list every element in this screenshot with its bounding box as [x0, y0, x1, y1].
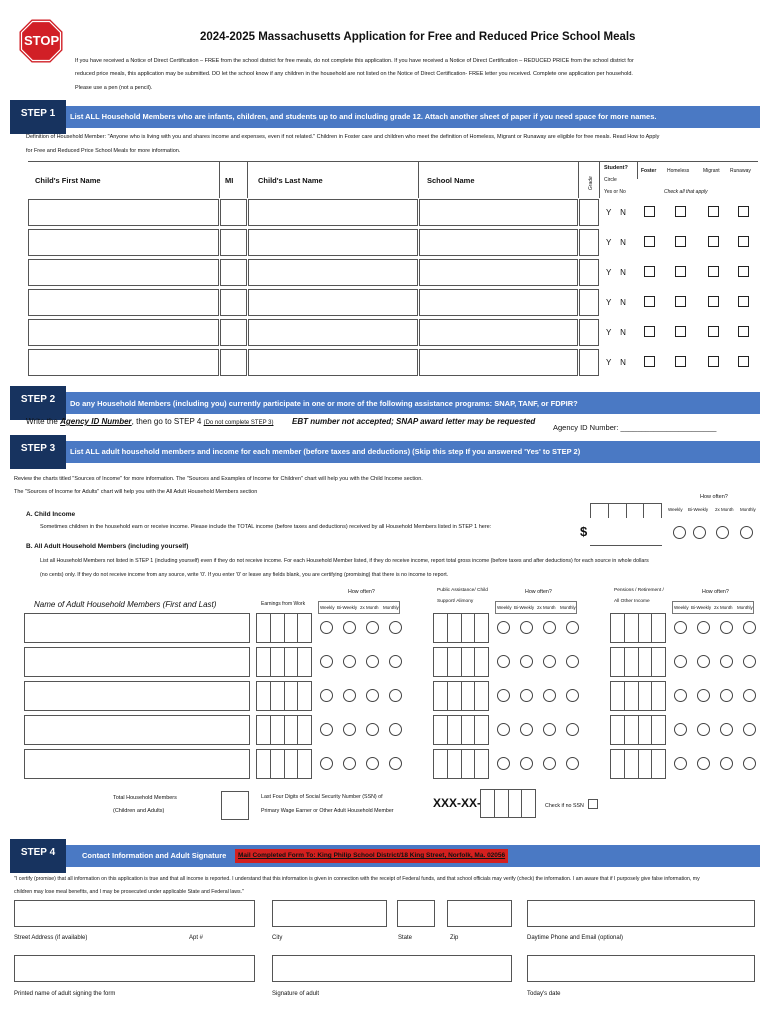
freq-weekly: Weekly — [674, 605, 689, 610]
step1-definition-2: for Free and Reduced Price School Meals for more information. — [26, 148, 181, 154]
pensions-biweekly-radio[interactable] — [697, 621, 710, 634]
homeless-checkbox[interactable] — [675, 206, 686, 217]
signature-label: Signature of adult — [272, 991, 320, 997]
printed-name-label: Printed name of adult signing the form — [14, 991, 116, 997]
adult-heading: B. All Adult Household Members (including yourself) — [26, 543, 189, 550]
step1-vline-3 — [418, 161, 419, 198]
earnings-2x-month-radio[interactable] — [366, 621, 379, 634]
city-label: City — [272, 935, 283, 941]
child-first-name-input[interactable] — [28, 199, 219, 226]
earnings-input[interactable] — [256, 749, 312, 779]
migrant-checkbox[interactable] — [708, 206, 719, 217]
public-weekly-radio[interactable] — [497, 723, 510, 736]
child-row — [0, 319, 770, 347]
freq-biweekly: Bi-Weekly — [691, 605, 712, 610]
student-yes-no[interactable]: Y N — [606, 208, 626, 217]
ssn-label-1: Last Four Digits of Social Security Number (SSN) of — [261, 794, 383, 800]
pensions-col-2: All Other Income — [614, 599, 650, 604]
freq-2x-month: 2x Month — [537, 605, 556, 610]
city-input[interactable] — [272, 900, 387, 927]
school-name-input[interactable] — [419, 289, 578, 316]
step1-vline-5 — [599, 161, 600, 198]
col-student: Student? — [604, 165, 628, 171]
pensions-input[interactable] — [610, 749, 666, 779]
step2-bar — [10, 392, 760, 414]
freq-2x-month: 2x Month — [360, 605, 379, 610]
public-assistance-input[interactable] — [433, 647, 489, 677]
step2-title: Do any Household Members (including you) currently participate in one or more of the following assistance programs: SNAP, TANF, or FDPIR? — [70, 399, 578, 408]
public-assistance-input[interactable] — [433, 749, 489, 779]
step2-tab: STEP 2 — [10, 386, 66, 420]
foster-checkbox[interactable] — [644, 326, 655, 337]
child-freq-biweekly: Bi-Weekly — [688, 507, 709, 512]
runaway-checkbox[interactable] — [738, 236, 749, 247]
step1-header-row — [28, 161, 758, 198]
child-income-text: Sometimes children in the household earn or receive income. Please include the TOTAL income (before taxes and deductions) received by all Household Members listed in STEP 1 here: — [40, 524, 492, 530]
certify-line-1: "I certify (promise) that all information on this application is true and that all income is reported. I understand that this information is given in connection with the receipt of Federal funds, and that school officials may verify (check) the information. I am aware that if I purposely give false information, my — [14, 876, 700, 882]
adult-row — [0, 647, 770, 677]
earnings-weekly-radio[interactable] — [320, 621, 333, 634]
pensions-weekly-radio[interactable] — [674, 757, 687, 770]
public-biweekly-radio[interactable] — [520, 655, 533, 668]
adult-name-input[interactable] — [24, 715, 250, 745]
public-2x-month-radio[interactable] — [543, 655, 556, 668]
foster-checkbox[interactable] — [644, 236, 655, 247]
col-foster: Foster — [641, 168, 657, 174]
step3-tab: STEP 3 — [10, 435, 66, 469]
school-name-input[interactable] — [419, 319, 578, 346]
step4-bar — [10, 845, 760, 867]
migrant-checkbox[interactable] — [708, 236, 719, 247]
col-mi: MI — [225, 176, 234, 185]
public-2x-month-radio[interactable] — [543, 757, 556, 770]
pensions-input[interactable] — [610, 613, 666, 643]
street-input[interactable] — [14, 900, 255, 927]
earnings-col: Earnings from Work — [261, 601, 306, 607]
school-name-input[interactable] — [419, 229, 578, 256]
public-monthly-radio[interactable] — [566, 757, 579, 770]
earnings-input[interactable] — [256, 613, 312, 643]
child-mi-input[interactable] — [220, 199, 247, 226]
earnings-weekly-radio[interactable] — [320, 689, 333, 702]
total-members-2: (Children and Adults) — [113, 808, 165, 814]
freq-biweekly: Bi-Weekly — [337, 605, 358, 610]
earnings-monthly-radio[interactable] — [389, 757, 402, 770]
homeless-checkbox[interactable] — [675, 326, 686, 337]
earnings-input[interactable] — [256, 681, 312, 711]
migrant-checkbox[interactable] — [708, 326, 719, 337]
student-yes-no[interactable]: Y N — [606, 358, 626, 367]
freq-weekly: Weekly — [320, 605, 335, 610]
col-homeless: Homeless — [667, 168, 690, 174]
adult-name-col: Name of Adult Household Members (First and Last) — [34, 600, 217, 609]
pensions-biweekly-radio[interactable] — [697, 757, 710, 770]
child-freq-weekly: Weekly — [668, 507, 683, 512]
child-row — [0, 199, 770, 227]
grade-input[interactable] — [579, 289, 599, 316]
pensions-weekly-radio[interactable] — [674, 655, 687, 668]
earnings-2x-month-radio[interactable] — [366, 655, 379, 668]
agency-id-link: Agency ID Number — [60, 417, 132, 426]
step1-vline-2 — [247, 161, 248, 198]
migrant-checkbox[interactable] — [708, 296, 719, 307]
child-last-name-input[interactable] — [248, 319, 418, 346]
child-row — [0, 349, 770, 377]
ssn-boxes[interactable] — [480, 789, 536, 818]
pensions-2x-month-radio[interactable] — [720, 655, 733, 668]
pensions-input[interactable] — [610, 647, 666, 677]
step1-tab: STEP 1 — [10, 100, 66, 134]
child-last-name-input[interactable] — [248, 199, 418, 226]
earnings-2x-month-radio[interactable] — [366, 689, 379, 702]
step1-definition-1: Definition of Household Member: "Anyone who is living with you and shares income and expenses, even if not related." Children in Foster care and children who meet the definition of Homeless, Migrant or Runaway are eligible for free meals. Read How to Apply — [26, 134, 660, 140]
public-weekly-radio[interactable] — [497, 757, 510, 770]
public-2x-month-radio[interactable] — [543, 723, 556, 736]
pensions-col-1: Pensions / Retirement / — [614, 588, 664, 593]
public-assistance-input[interactable] — [433, 715, 489, 745]
public-assistance-input[interactable] — [433, 613, 489, 643]
grade-input[interactable] — [579, 229, 599, 256]
child-last-name-input[interactable] — [248, 289, 418, 316]
earnings-biweekly-radio[interactable] — [343, 621, 356, 634]
child-last-name-input[interactable] — [248, 349, 418, 376]
child-income-heading: A. Child Income — [26, 511, 76, 518]
child-first-name-input[interactable] — [28, 259, 219, 286]
grade-input[interactable] — [579, 349, 599, 376]
migrant-checkbox[interactable] — [708, 266, 719, 277]
freq-weekly: Weekly — [497, 605, 512, 610]
zip-label: Zip — [450, 935, 459, 941]
earnings-biweekly-radio[interactable] — [343, 723, 356, 736]
adult-row — [0, 613, 770, 643]
runaway-checkbox[interactable] — [738, 326, 749, 337]
pensions-biweekly-radio[interactable] — [697, 655, 710, 668]
public-monthly-radio[interactable] — [566, 723, 579, 736]
how-often-label: How often? — [348, 589, 375, 595]
pensions-biweekly-radio[interactable] — [697, 723, 710, 736]
ssn-label-2: Primary Wage Earner or Other Adult Household Member — [261, 808, 394, 814]
child-row — [0, 259, 770, 287]
date-label: Today's date — [527, 991, 561, 997]
pensions-weekly-radio[interactable] — [674, 621, 687, 634]
student-yes-no[interactable]: Y N — [606, 268, 626, 277]
public-weekly-radio[interactable] — [497, 621, 510, 634]
freq-2x-month: 2x Month — [714, 605, 733, 610]
freq-biweekly: Bi-Weekly — [514, 605, 535, 610]
public-monthly-radio[interactable] — [566, 655, 579, 668]
state-input[interactable] — [397, 900, 435, 927]
step1-bar — [10, 106, 760, 128]
adult-name-input[interactable] — [24, 613, 250, 643]
earnings-weekly-radio[interactable] — [320, 723, 333, 736]
adult-row — [0, 749, 770, 779]
no-ssn-label: Check if no SSN — [545, 803, 584, 809]
school-name-input[interactable] — [419, 259, 578, 286]
step4-title: Contact Information and Adult Signature — [82, 851, 227, 860]
child-freq-2x: 2x Month — [715, 507, 734, 512]
child-how-often: How often? — [700, 494, 728, 500]
runaway-checkbox[interactable] — [738, 266, 749, 277]
child-first-name-input[interactable] — [28, 319, 219, 346]
earnings-monthly-radio[interactable] — [389, 655, 402, 668]
runaway-checkbox[interactable] — [738, 206, 749, 217]
foster-checkbox[interactable] — [644, 266, 655, 277]
homeless-checkbox[interactable] — [675, 356, 686, 367]
col-school: School Name — [427, 176, 475, 185]
ssn-prefix: XXX-XX- — [433, 796, 482, 810]
pensions-monthly-radio[interactable] — [743, 621, 756, 634]
ebt-note: EBT number not accepted; SNAP award letter may be requested — [292, 417, 536, 426]
child-row — [0, 229, 770, 257]
freq-group — [318, 589, 400, 615]
write-prefix: Write the — [26, 417, 61, 426]
school-name-input[interactable] — [419, 199, 578, 226]
child-freq-monthly: Monthly — [740, 507, 756, 512]
mail-to: Mail Completed Form To: King Philip School District/18 King Street, Norfolk, Ma. 02056 — [235, 849, 508, 863]
step3-title: List ALL adult household members and income for each member (before taxes and deductions) (Skip this step If you answered 'Yes' to STEP 2) — [70, 447, 581, 456]
grade-input[interactable] — [579, 259, 599, 286]
homeless-checkbox[interactable] — [675, 266, 686, 277]
public-monthly-radio[interactable] — [566, 621, 579, 634]
public-biweekly-radio[interactable] — [520, 723, 533, 736]
child-2x-radio[interactable] — [716, 526, 729, 539]
col-circle: Circle — [604, 177, 617, 183]
step1-vline-4 — [578, 161, 579, 198]
adult-row — [0, 681, 770, 711]
public-col-1: Public Assistance/ Child — [437, 588, 488, 593]
street-label: Street Address (if available) — [14, 935, 88, 941]
public-biweekly-radio[interactable] — [520, 621, 533, 634]
child-first-name-input[interactable] — [28, 349, 219, 376]
zip-input[interactable] — [447, 900, 512, 927]
step3-bar — [10, 441, 760, 463]
adult-text-1: List all Household Members not listed in STEP 1 (including yourself) even if they do not receive income. For each Household Member listed, if they do receive income, report total gross income (before taxes and after deductions) for each source in whole dollars — [40, 558, 649, 564]
child-last-name-input[interactable] — [248, 259, 418, 286]
freq-monthly: Monthly — [560, 605, 576, 610]
stop-sign-text: STOP — [24, 33, 60, 48]
no-ssn-checkbox[interactable] — [588, 799, 598, 809]
date-input[interactable] — [527, 955, 755, 982]
public-biweekly-radio[interactable] — [520, 757, 533, 770]
child-mi-input[interactable] — [220, 289, 247, 316]
phone-label: Daytime Phone and Email (optional) — [527, 935, 624, 941]
total-members-1: Total Household Members — [113, 795, 177, 801]
step3-review-2: The "Sources of Income for Adults" chart will help you with the All Adult Household Members section — [14, 489, 258, 495]
public-biweekly-radio[interactable] — [520, 689, 533, 702]
earnings-2x-month-radio[interactable] — [366, 757, 379, 770]
runaway-checkbox[interactable] — [738, 296, 749, 307]
child-mi-input[interactable] — [220, 349, 247, 376]
step3-review-1: Review the charts titled "Sources of Income" for more information. The "Sources and Examples of Income for Children" chart will help you with the Child Income section. — [14, 476, 423, 482]
child-income-boxes[interactable] — [590, 503, 662, 518]
grade-input[interactable] — [579, 199, 599, 226]
pensions-biweekly-radio[interactable] — [697, 689, 710, 702]
earnings-monthly-radio[interactable] — [389, 723, 402, 736]
pensions-2x-month-radio[interactable] — [720, 621, 733, 634]
dollar-sign: $ — [580, 524, 588, 539]
public-assistance-input[interactable] — [433, 681, 489, 711]
pensions-input[interactable] — [610, 681, 666, 711]
apt-label: Apt # — [189, 935, 204, 941]
form-title: 2024-2025 Massachusetts Application for Free and Reduced Price School Meals — [200, 31, 636, 43]
school-name-input[interactable] — [419, 349, 578, 376]
child-first-name-input[interactable] — [28, 289, 219, 316]
public-col-2: Support/ Alimony — [437, 599, 474, 604]
how-often-label: How often? — [702, 589, 729, 595]
intro-line-1: If you have received a Notice of Direct Certification – FREE from the school district for free meals, do not complete this application. If you have received a Notice of Direct Certification – REDUCED PRICE from the school district for — [75, 58, 634, 64]
child-mi-input[interactable] — [220, 319, 247, 346]
signature-input[interactable] — [272, 955, 512, 982]
freq-monthly: Monthly — [737, 605, 753, 610]
child-monthly-radio[interactable] — [740, 526, 753, 539]
pensions-monthly-radio[interactable] — [743, 723, 756, 736]
student-yes-no[interactable]: Y N — [606, 298, 626, 307]
child-mi-input[interactable] — [220, 259, 247, 286]
pensions-monthly-radio[interactable] — [743, 655, 756, 668]
earnings-biweekly-radio[interactable] — [343, 689, 356, 702]
child-biweekly-radio[interactable] — [693, 526, 706, 539]
child-income-underline — [590, 545, 662, 546]
earnings-input[interactable] — [256, 647, 312, 677]
freq-group — [495, 589, 577, 615]
how-often-label: How often? — [525, 589, 552, 595]
child-last-name-input[interactable] — [248, 229, 418, 256]
earnings-biweekly-radio[interactable] — [343, 655, 356, 668]
student-yes-no[interactable]: Y N — [606, 328, 626, 337]
pensions-2x-month-radio[interactable] — [720, 689, 733, 702]
runaway-checkbox[interactable] — [738, 356, 749, 367]
public-weekly-radio[interactable] — [497, 689, 510, 702]
pensions-weekly-radio[interactable] — [674, 689, 687, 702]
earnings-monthly-radio[interactable] — [389, 621, 402, 634]
adult-name-input[interactable] — [24, 749, 250, 779]
step1-vline-6 — [637, 161, 638, 179]
pensions-monthly-radio[interactable] — [743, 757, 756, 770]
child-row — [0, 289, 770, 317]
adult-text-2: (no cents) only. If they do not receive income from any source, write '0'. If you enter '0' or leave any fields blank, you are certifying (promising) that there is no income to report. — [40, 572, 449, 578]
homeless-checkbox[interactable] — [675, 236, 686, 247]
col-child-first: Child's First Name — [35, 176, 101, 185]
pensions-weekly-radio[interactable] — [674, 723, 687, 736]
public-2x-month-radio[interactable] — [543, 621, 556, 634]
child-first-name-input[interactable] — [28, 229, 219, 256]
pensions-input[interactable] — [610, 715, 666, 745]
step1-title: List ALL Household Members who are infants, children, and students up to and including grade 12. Attach another sheet of paper if you need space for more names. — [70, 112, 657, 121]
step4-tab: STEP 4 — [10, 839, 66, 873]
certify-line-2: children may lose meal benefits, and I may be prosecuted under applicable State and Federal laws." — [14, 889, 244, 895]
col-runaway: Runaway — [730, 168, 751, 174]
child-mi-input[interactable] — [220, 229, 247, 256]
public-weekly-radio[interactable] — [497, 655, 510, 668]
col-yes-no: Yes or No — [604, 189, 626, 195]
freq-monthly: Monthly — [383, 605, 399, 610]
migrant-checkbox[interactable] — [708, 356, 719, 367]
col-migrant: Migrant — [703, 168, 720, 174]
step2-write-line — [26, 417, 274, 428]
do-not-complete: (Do not complete STEP 3) — [203, 420, 274, 426]
adult-row — [0, 715, 770, 745]
phone-input[interactable] — [527, 900, 755, 927]
earnings-2x-month-radio[interactable] — [366, 723, 379, 736]
student-yes-no[interactable]: Y N — [606, 238, 626, 247]
check-all-note: Check all that apply — [664, 189, 708, 195]
total-members-box[interactable] — [221, 791, 249, 820]
grade-input[interactable] — [579, 319, 599, 346]
adult-name-input[interactable] — [24, 647, 250, 677]
foster-checkbox[interactable] — [644, 356, 655, 367]
foster-checkbox[interactable] — [644, 206, 655, 217]
earnings-monthly-radio[interactable] — [389, 689, 402, 702]
earnings-biweekly-radio[interactable] — [343, 757, 356, 770]
col-grade: Grade — [587, 176, 594, 191]
state-label: State — [398, 935, 413, 941]
public-monthly-radio[interactable] — [566, 689, 579, 702]
homeless-checkbox[interactable] — [675, 296, 686, 307]
earnings-weekly-radio[interactable] — [320, 655, 333, 668]
pensions-2x-month-radio[interactable] — [720, 723, 733, 736]
intro-line-2: reduced price meals, this application may be submitted. DO let the school know if any children in the household are not listed on the Notice of Direct Certification- FREE letter you received. Complete one application per household. — [75, 71, 633, 77]
stop-sign — [18, 18, 64, 64]
col-child-last: Child's Last Name — [258, 176, 323, 185]
freq-group — [672, 589, 754, 615]
foster-checkbox[interactable] — [644, 296, 655, 307]
adult-name-input[interactable] — [24, 681, 250, 711]
step1-vline-1 — [219, 161, 220, 198]
pensions-2x-month-radio[interactable] — [720, 757, 733, 770]
child-weekly-radio[interactable] — [673, 526, 686, 539]
pensions-monthly-radio[interactable] — [743, 689, 756, 702]
public-2x-month-radio[interactable] — [543, 689, 556, 702]
earnings-input[interactable] — [256, 715, 312, 745]
earnings-weekly-radio[interactable] — [320, 757, 333, 770]
agency-id-field[interactable]: Agency ID Number: _______________________ — [553, 423, 717, 432]
write-mid: , then go to STEP 4 — [131, 417, 204, 426]
printed-name-input[interactable] — [14, 955, 255, 982]
intro-line-3: Please use a pen (not a pencil). — [75, 85, 153, 91]
